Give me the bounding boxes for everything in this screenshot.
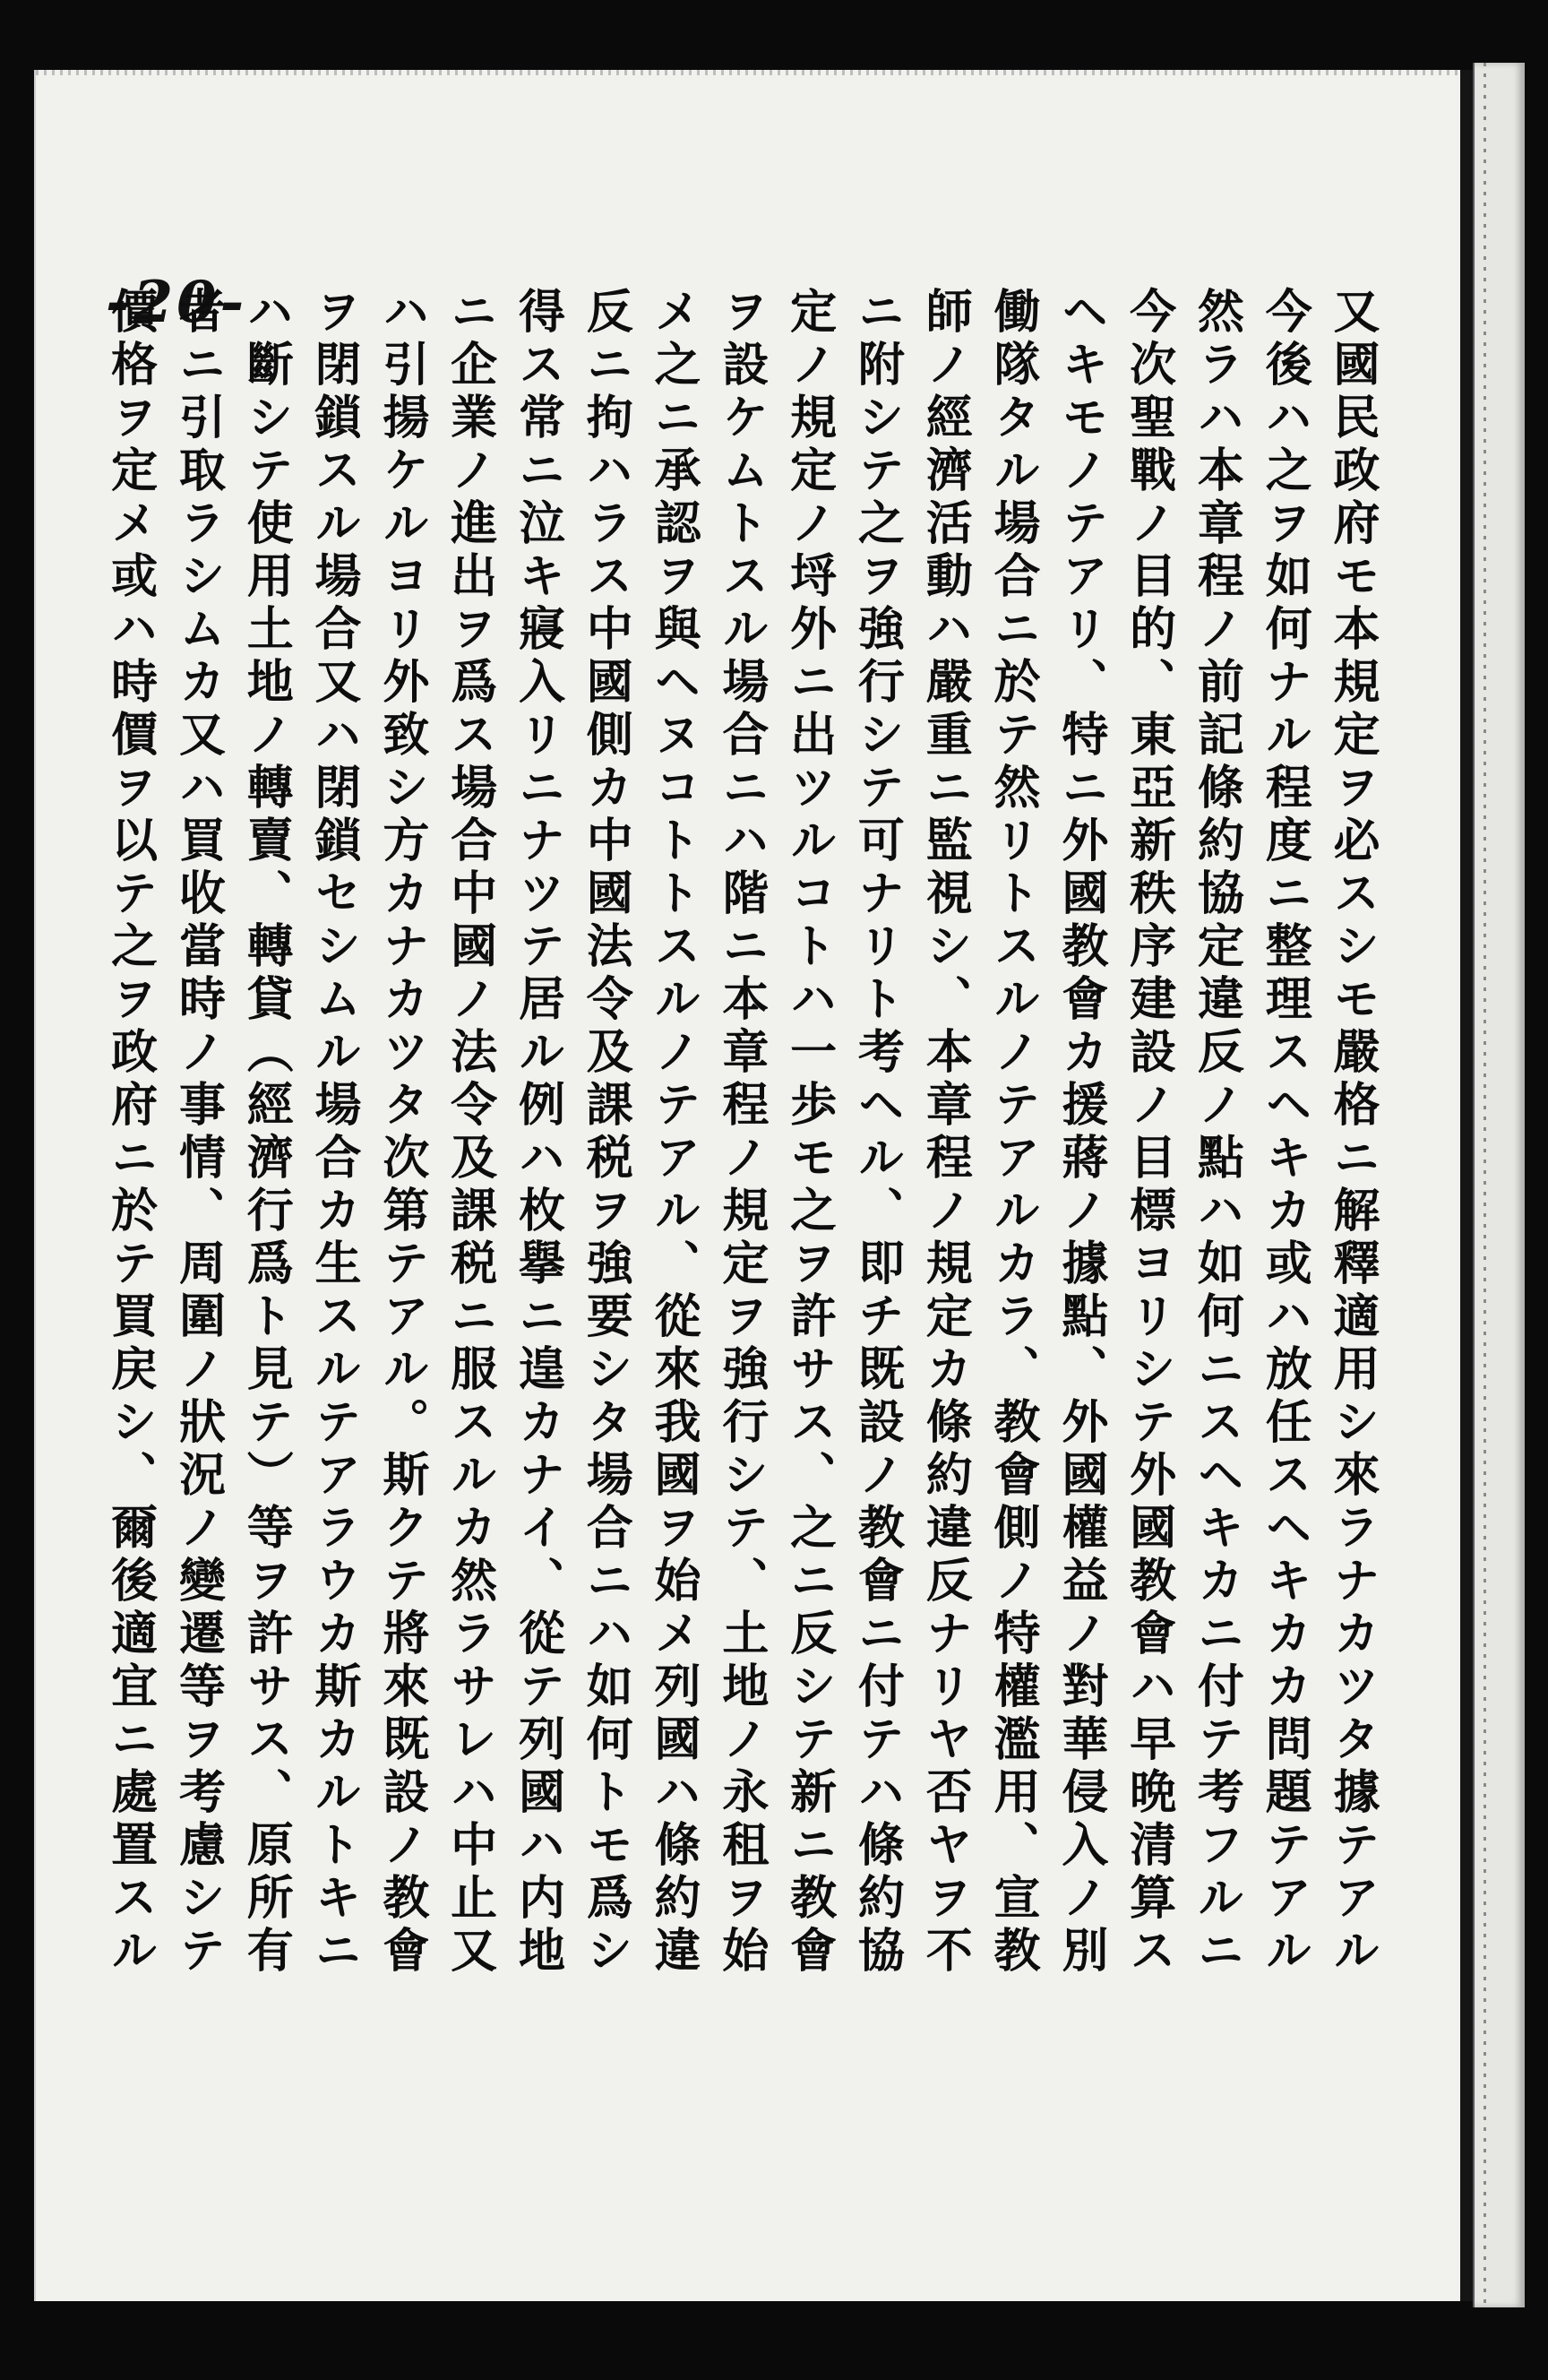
text-column: ヘキモノテアリ、特ニ外國教會カ援蔣ノ據點、外國權益ノ對華侵入ノ別 <box>1053 287 1107 1979</box>
text-column: ヲ設ケムトスル場合ニハ階ニ本章程ノ規定ヲ強行シテ、土地ノ永租ヲ始 <box>713 287 768 1979</box>
text-column: 師ノ經濟活動ハ嚴重ニ監視シ、本章程ノ規定カ條約違反ナリヤ否ヤヲ不 <box>917 287 972 1979</box>
vertical-text-block <box>97 287 1387 2303</box>
page-edge <box>1473 63 1525 2307</box>
text-column: 今後ハ之ヲ如何ナル程度ニ整理スヘキカ或ハ放任スヘキカカ問題テアル <box>1257 287 1312 1979</box>
text-column: 反ニ拘ハラス中國側カ中國法令及課税ヲ強要シタ場合ニハ如何トモ爲シ <box>578 287 632 1979</box>
text-column: ハ斷シテ使用土地ノ轉賣、轉貸（經濟行爲ト見テ）等ヲ許サス、原所有 <box>238 287 293 1979</box>
text-column: 得ス常ニ泣キ寢入リニナツテ居ル例ハ枚擧ニ遑カナイ、從テ列國ハ内地 <box>510 287 564 1979</box>
page-number: -20- <box>106 269 248 336</box>
text-column: 又國民政府モ本規定ヲ必スシモ嚴格ニ解釋適用シ來ラナカツタ據テアル <box>1325 287 1379 1979</box>
text-column: 價格ヲ定メ或ハ時價ヲ以テ之ヲ政府ニ於テ買戻シ、爾後適宜ニ處置スル <box>102 287 157 1979</box>
text-column: 者ニ引取ラシムカ又ハ買收當時ノ事情、周圍ノ狀況ノ變遷等ヲ考慮シテ <box>170 287 225 1979</box>
text-column: ニ企業ノ進出ヲ爲ス場合中國ノ法令及課税ニ服スルカ然ラサレハ中止又 <box>442 287 496 1979</box>
text-column: 今次聖戰ノ目的、東亞新秩序建設ノ目標ヨリシテ外國教會ハ早晩清算ス <box>1121 287 1175 1979</box>
text-column: ハ引揚ケルヨリ外致シ方カナカツタ次第テアル。斯クテ將來既設ノ教會 <box>374 287 428 1979</box>
text-column: 定ノ規定ノ埒外ニ出ツルコトハ一歩モ之ヲ許サス、之ニ反シテ新ニ教會 <box>781 287 836 1979</box>
text-column: メ之ニ承認ヲ與ヘヌコトトスルノテアル、從來我國ヲ始メ列國ハ條約違 <box>646 287 701 1979</box>
page-binding-gutter <box>1460 70 1473 2301</box>
text-column: ニ附シテ之ヲ強行シテ可ナリト考ヘル、即チ既設ノ教會ニ付テハ條約協 <box>849 287 904 1979</box>
text-column: ヲ閉鎖スル場合又ハ閉鎖セシムル場合カ生スルテアラウカ斯カルトキニ <box>306 287 361 1979</box>
text-column: 働隊タル場合ニ於テ然リトスルノテアルカラ、教會側ノ特權濫用、宣教 <box>985 287 1040 1979</box>
text-column: 然ラハ本章程ノ前記條約協定違反ノ點ハ如何ニスヘキカニ付テ考フルニ <box>1189 287 1243 1979</box>
